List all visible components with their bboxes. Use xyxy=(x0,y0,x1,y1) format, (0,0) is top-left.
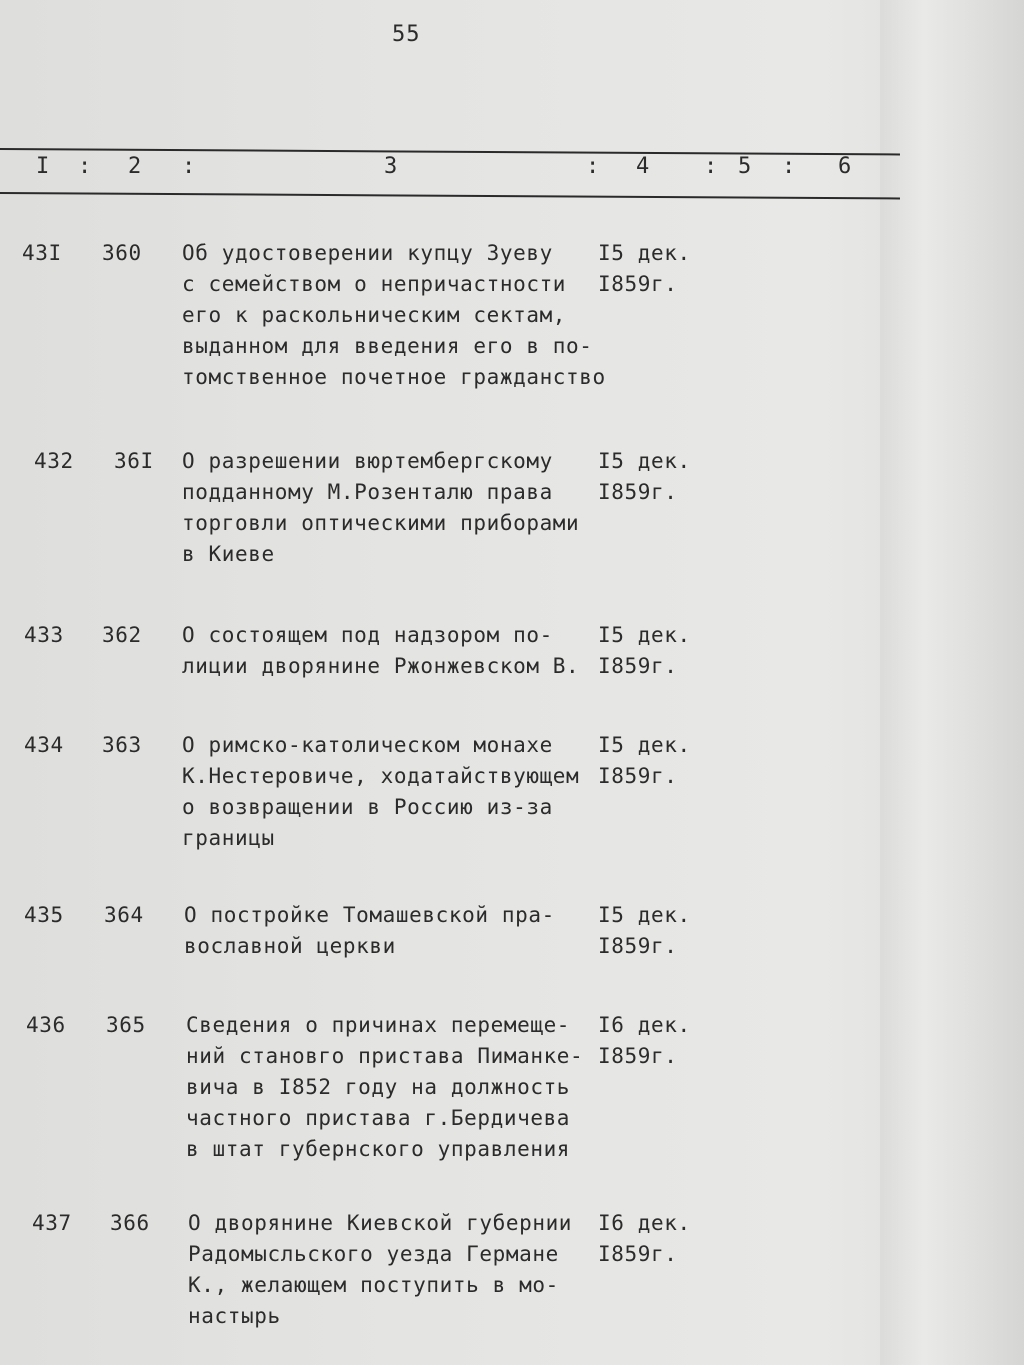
column-separator: : xyxy=(586,154,600,179)
record-number: 436 xyxy=(26,1013,66,1037)
date-line: I6 дек. xyxy=(598,1211,691,1235)
title-line: О состоящем под надзором по- xyxy=(182,623,553,647)
date-line: I859г. xyxy=(598,1242,678,1266)
page-edge-shadow xyxy=(880,0,1024,1365)
date-line: I6 дек. xyxy=(598,1013,691,1037)
inventory-number: 363 xyxy=(102,733,142,757)
date-line: I859г. xyxy=(598,934,678,958)
record-number: 432 xyxy=(34,449,74,473)
title-line: К.Нестеровиче, ходатайствующем xyxy=(182,764,580,788)
date-line: I5 дек. xyxy=(598,449,691,473)
record-number: 43I xyxy=(22,241,62,265)
record-title xyxy=(182,446,579,570)
title-line: О римско-католическом монахе xyxy=(182,733,553,757)
inventory-number: 360 xyxy=(102,241,142,265)
inventory-number: 365 xyxy=(106,1013,146,1037)
inventory-number: 36I xyxy=(114,449,154,473)
date-line: I5 дек. xyxy=(598,623,691,647)
date-line: I5 дек. xyxy=(598,903,691,927)
record-date xyxy=(598,446,691,508)
title-line: о возвращении в Россию из-за xyxy=(182,795,553,819)
record-date xyxy=(598,1208,691,1270)
column-header-1: I xyxy=(36,154,50,179)
date-line: I5 дек. xyxy=(598,241,691,265)
record-date xyxy=(598,620,691,682)
title-line: вича в I852 году на должность xyxy=(186,1075,571,1099)
record-title xyxy=(186,1010,583,1165)
title-line: выданном для введения его в по- xyxy=(182,334,593,358)
date-line: I859г. xyxy=(598,654,678,678)
title-line: О дворянине Киевской губернии xyxy=(188,1211,573,1235)
title-line: частного пристава г.Бердичева xyxy=(186,1106,571,1130)
date-line: I5 дек. xyxy=(598,733,691,757)
title-line: Сведения о причинах перемеще- xyxy=(186,1013,571,1037)
record-date xyxy=(598,1010,691,1072)
title-line: в Киеве xyxy=(182,542,275,566)
record-title xyxy=(184,900,555,962)
inventory-number: 362 xyxy=(102,623,142,647)
title-line: ний становго пристава Пиманке- xyxy=(186,1044,584,1068)
title-line: вославной церкви xyxy=(184,934,396,958)
record-number: 437 xyxy=(32,1211,72,1235)
title-line: О постройке Томашевской пра- xyxy=(184,903,555,927)
title-line: границы xyxy=(182,826,275,850)
date-line: I859г. xyxy=(598,764,678,788)
column-header-6: 6 xyxy=(838,154,852,179)
date-line: I859г. xyxy=(598,272,678,296)
column-separator: : xyxy=(704,154,718,179)
title-line: томственное почетное гражданство xyxy=(182,365,606,389)
title-line: его к раскольническим сектам, xyxy=(182,303,567,327)
title-line: с семейством о непричастности xyxy=(182,272,567,296)
title-line: торговли оптическими приборами xyxy=(182,511,580,535)
title-line: лиции дворянине Ржонжевском В. xyxy=(182,654,580,678)
title-line: подданному М.Розенталю права xyxy=(182,480,553,504)
column-header-5: 5 xyxy=(738,154,752,179)
page-number: 55 xyxy=(392,22,421,47)
record-number: 433 xyxy=(24,623,64,647)
column-header-4: 4 xyxy=(636,154,650,179)
date-line: I859г. xyxy=(598,1044,678,1068)
record-title xyxy=(182,238,606,393)
title-line: О разрешении вюртембергскому xyxy=(182,449,553,473)
title-line: Об удостоверении купцу Зуеву xyxy=(182,241,553,265)
column-separator: : xyxy=(78,154,92,179)
record-title xyxy=(182,730,579,854)
column-header-3: 3 xyxy=(384,154,398,179)
record-title xyxy=(188,1208,572,1332)
column-separator: : xyxy=(182,154,196,179)
record-title xyxy=(182,620,579,682)
column-separator: : xyxy=(782,154,796,179)
inventory-number: 366 xyxy=(110,1211,150,1235)
record-number: 435 xyxy=(24,903,64,927)
title-line: К., желающем поступить в мо- xyxy=(188,1273,559,1297)
record-date xyxy=(598,730,691,792)
title-line: настырь xyxy=(188,1304,281,1328)
record-date xyxy=(598,900,691,962)
header-rule-bottom xyxy=(0,192,900,199)
column-header-2: 2 xyxy=(128,154,142,179)
inventory-number: 364 xyxy=(104,903,144,927)
title-line: Радомысльского уезда Германе xyxy=(188,1242,559,1266)
record-date xyxy=(598,238,691,300)
date-line: I859г. xyxy=(598,480,678,504)
title-line: в штат губернского управления xyxy=(186,1137,571,1161)
record-number: 434 xyxy=(24,733,64,757)
